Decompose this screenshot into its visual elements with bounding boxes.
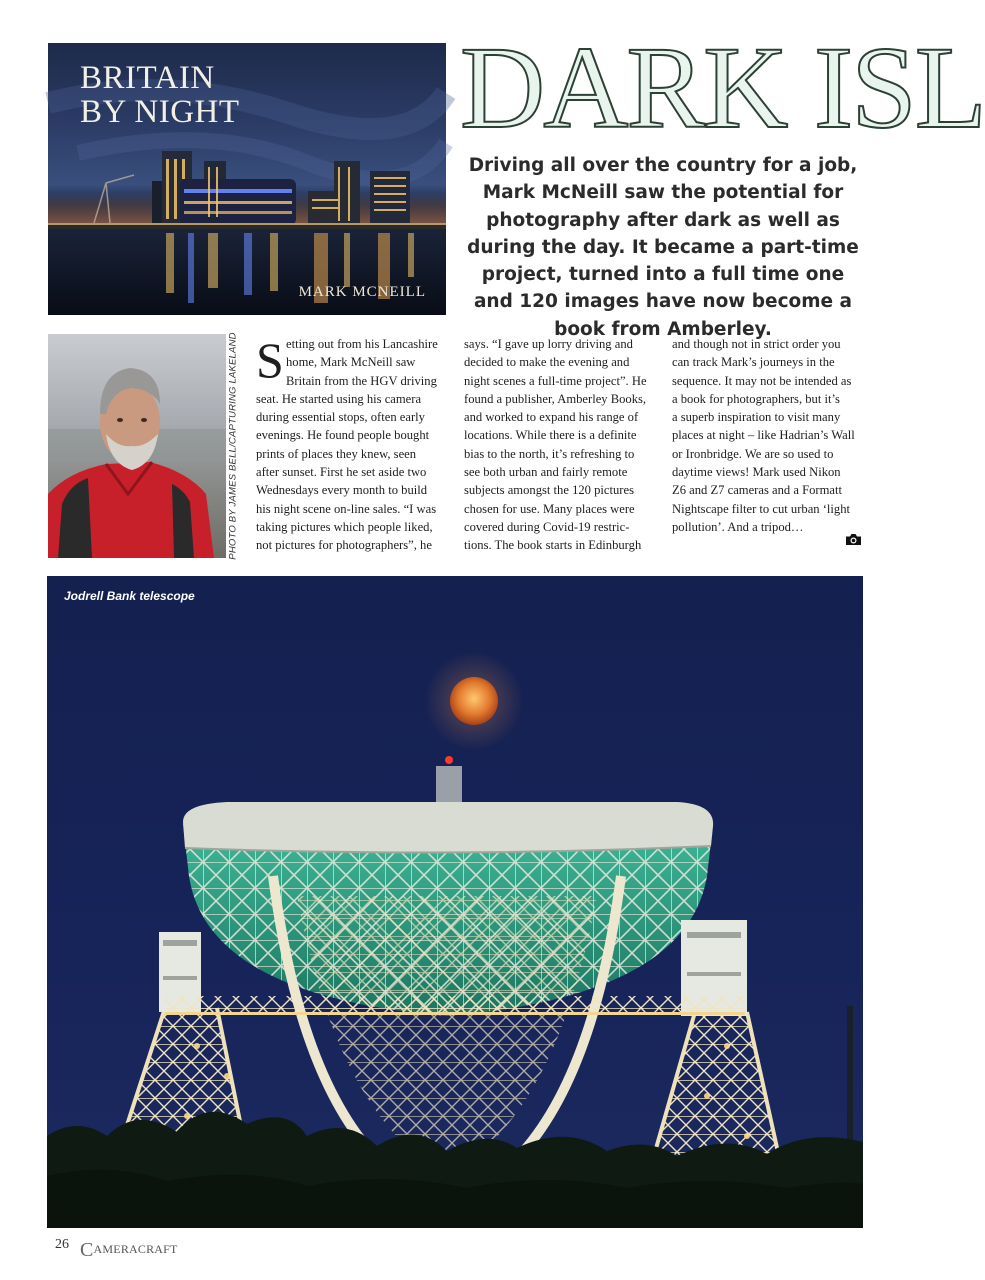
magazine-logo <box>80 1239 178 1262</box>
body-line: locations. While there is a definite <box>464 428 637 443</box>
body-line: Wednesdays every month to build <box>256 483 428 498</box>
body-column-2 <box>464 335 654 555</box>
magazine-logo-rest: AMERACRAFT <box>93 1242 178 1256</box>
body-line: can track Mark’s journeys in the <box>672 355 835 370</box>
headline-text: DARK ISL <box>460 22 985 153</box>
body-line: and though not in strict order you <box>672 337 841 351</box>
page-number: 26 <box>55 1237 69 1252</box>
camera-icon <box>845 533 862 546</box>
body-line: after sunset. First he set aside two <box>256 465 427 480</box>
body-line: pollution’. And a tripod… <box>672 519 804 534</box>
photo-caption: Jodrell Bank telescope <box>64 589 195 603</box>
body-line: found a publisher, Amberley Books, <box>464 391 647 406</box>
book-cover-title-line: BRITAIN <box>80 60 215 96</box>
body-line: a superb inspiration to visit many <box>672 410 841 425</box>
body-line: etting out from his Lancashire <box>286 337 438 351</box>
body-line: taking pictures which people liked, <box>256 519 433 534</box>
body-line: during essential stops, often early <box>256 410 425 425</box>
jodrell-bank-photo <box>47 576 863 1228</box>
book-cover-image <box>48 43 446 315</box>
photo-credit <box>226 334 240 558</box>
body-line: Britain from the HGV driving <box>286 373 437 388</box>
author-portrait <box>48 334 226 558</box>
body-line: his night scene on-line sales. “I was <box>256 501 437 516</box>
body-line: night scenes a full-time project”. He <box>464 373 647 388</box>
body-line: covered during Covid-19 restric- <box>464 519 630 534</box>
body-line: see both urban and fairly remote <box>464 465 628 480</box>
body-line: seat. He started using his camera <box>256 391 422 406</box>
body-line: places at night – like Hadrian’s Wall <box>672 428 855 443</box>
body-line: says. “I gave up lorry driving and <box>464 337 633 351</box>
body-line: sequence. It may not be intended as <box>672 373 852 388</box>
body-line: or Ironbridge. We are so used to <box>672 446 834 461</box>
headline <box>460 22 985 153</box>
book-cover-title-line: BY NIGHT <box>80 94 240 130</box>
telescope-illustration <box>47 576 863 1228</box>
body-line: prints of places they knew, seen <box>256 446 417 461</box>
book-cover-author: MARK MCNEILL <box>298 284 426 300</box>
body-line: daytime views! Mark used Nikon <box>672 465 841 480</box>
body-line: chosen for use. Many places were <box>464 501 635 516</box>
body-line: evenings. He found people bought <box>256 428 430 443</box>
standfirst: Driving all over the country for a job, Mark McNeill saw the potential for photography after dark as well as during the day. It became a part-time project, turned into a full time one and 120 images have now become a book from Amberley. <box>467 155 859 340</box>
body-line: Z6 and Z7 cameras and a Formatt <box>672 483 842 498</box>
body-column-1 <box>256 332 444 555</box>
body-line: decided to make the evening and <box>464 355 630 370</box>
book-cover-title <box>80 61 240 129</box>
magazine-logo-initial: C <box>80 1239 94 1261</box>
body-line: tions. The book starts in Edinburgh <box>464 538 642 553</box>
portrait-illustration <box>48 334 226 558</box>
body-line: and worked to expand his range of <box>464 410 639 425</box>
body-line: subjects amongst the 120 pictures <box>464 483 634 498</box>
body-line: Nightscape filter to cut urban ‘light <box>672 501 851 516</box>
body-line: bias to the north, it’s refreshing to <box>464 446 635 461</box>
drop-cap: S <box>256 332 284 388</box>
body-line: home, Mark McNeill saw <box>286 355 416 370</box>
body-line: not pictures for photographers”, he <box>256 538 432 553</box>
body-line: a book for photographers, but it’s <box>672 391 840 406</box>
photo-credit-text: PHOTO BY JAMES BELL/CAPTURING LAKELAND <box>227 332 239 560</box>
body-column-3 <box>672 335 866 536</box>
